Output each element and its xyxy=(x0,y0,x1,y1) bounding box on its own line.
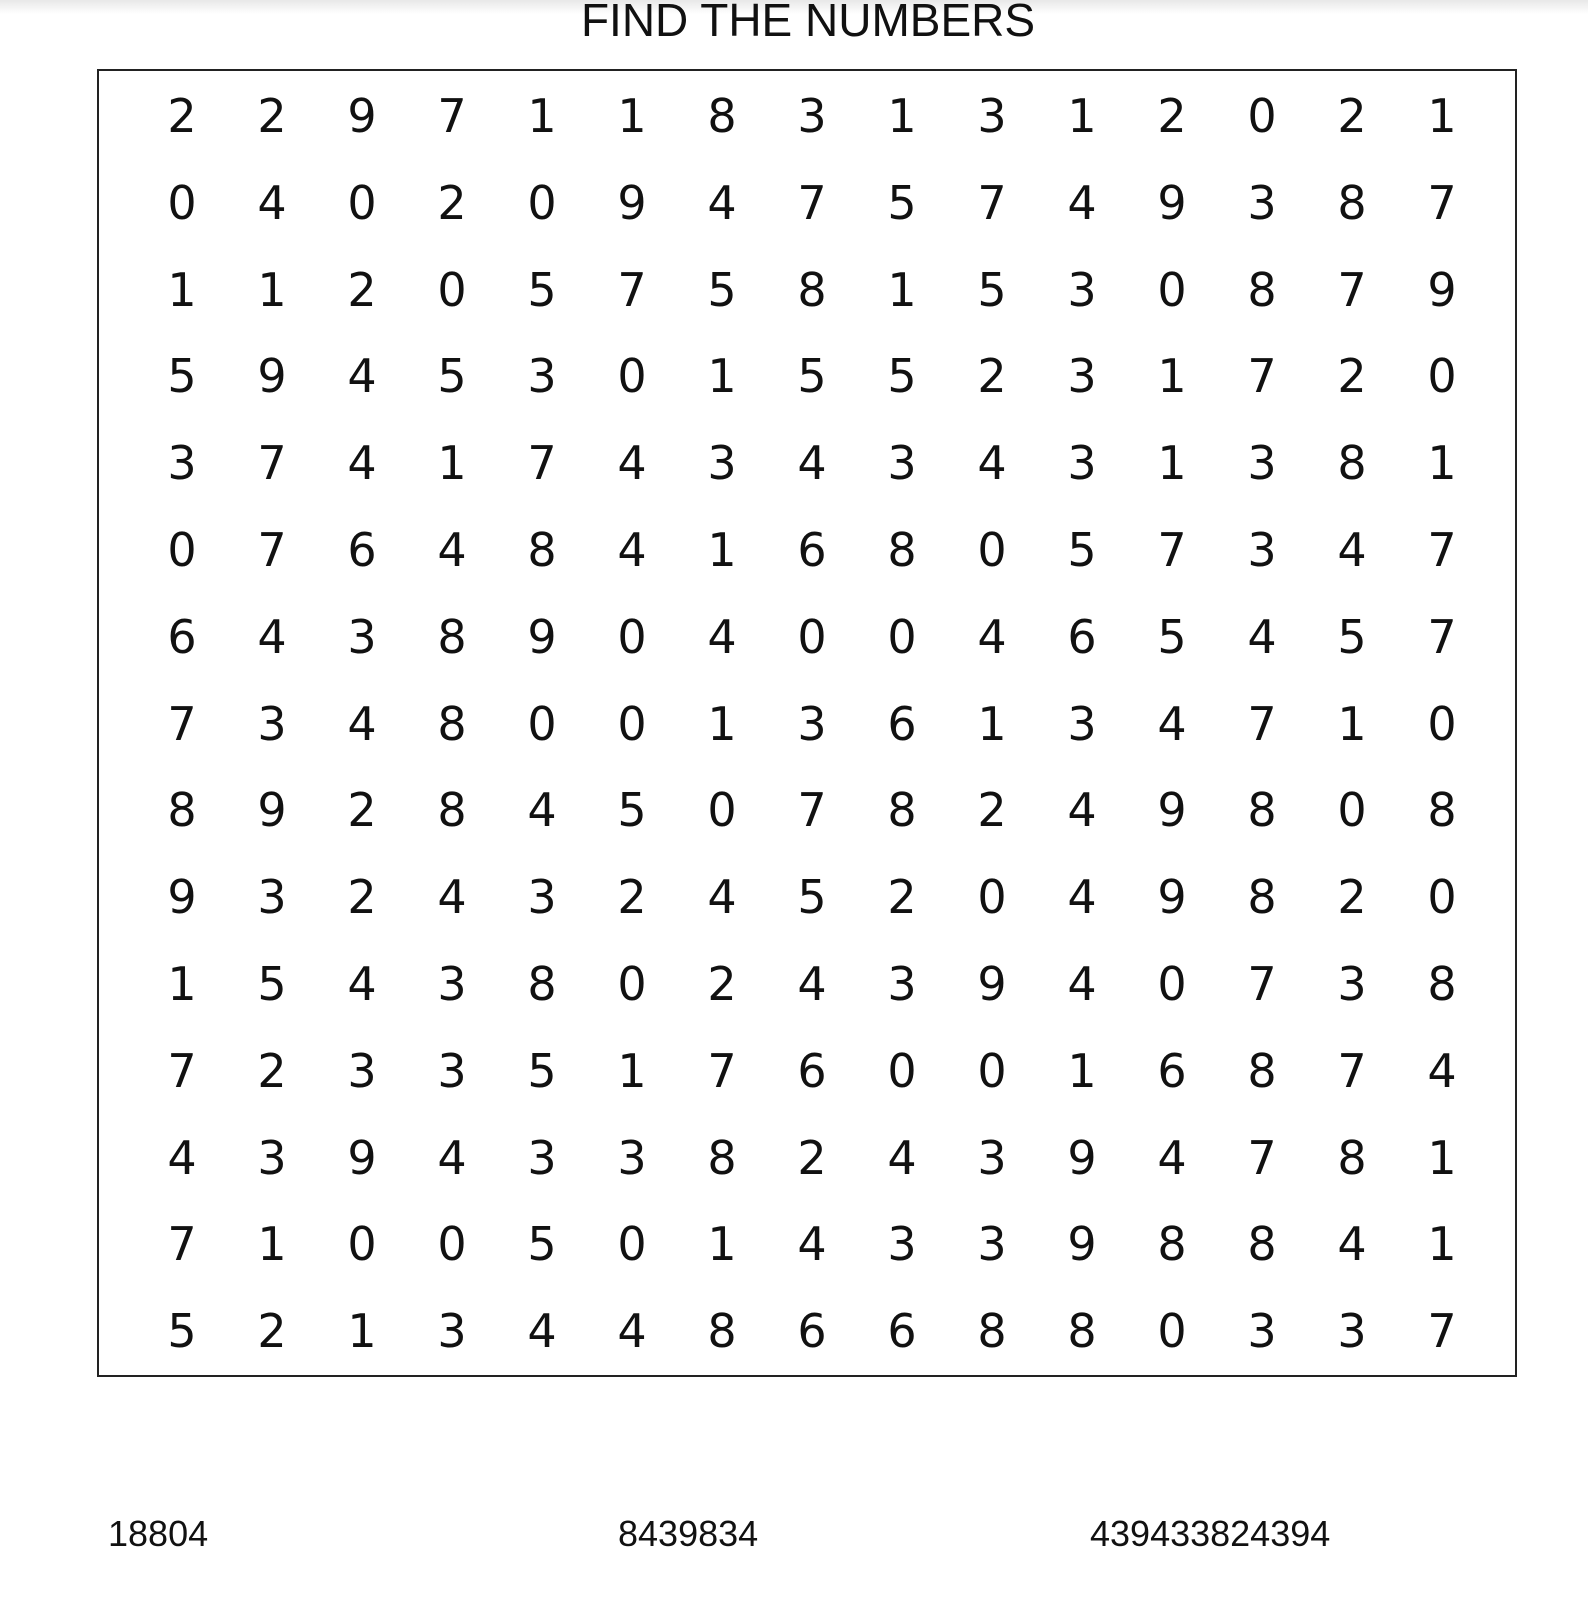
grid-cell: 2 xyxy=(347,870,377,925)
grid-cell: 5 xyxy=(977,262,1007,317)
grid-cell: 0 xyxy=(707,783,737,838)
grid-cell: 0 xyxy=(617,957,647,1011)
grid-cell: 5 xyxy=(617,783,647,838)
grid-cell: 7 xyxy=(1427,1304,1457,1359)
grid-cell: 3 xyxy=(617,1130,647,1185)
grid-cell: 7 xyxy=(797,175,827,230)
grid-cell: 3 xyxy=(347,609,377,664)
grid-cell: 0 xyxy=(1427,349,1457,404)
grid-cell: 7 xyxy=(167,696,197,751)
grid-cell: 3 xyxy=(1067,436,1097,491)
grid-cell: 5 xyxy=(167,1304,197,1359)
grid-cell: 3 xyxy=(887,436,917,491)
grid-cell: 3 xyxy=(257,870,287,925)
grid-cell: 3 xyxy=(977,1217,1007,1272)
grid-cell: 8 xyxy=(1337,1130,1367,1185)
grid-cell: 8 xyxy=(1337,436,1367,491)
grid-cell: 3 xyxy=(1067,349,1097,404)
grid-cell: 3 xyxy=(1247,1304,1277,1359)
grid-cell: 3 xyxy=(707,436,737,491)
grid-cell: 4 xyxy=(707,175,737,230)
grid-cell: 3 xyxy=(1067,696,1097,751)
grid-cell: 3 xyxy=(257,1130,287,1185)
grid-cell: 0 xyxy=(527,696,557,751)
grid-cell: 1 xyxy=(437,436,467,491)
grid-cell: 7 xyxy=(1247,349,1277,404)
grid-cell: 4 xyxy=(617,436,647,491)
page-title: FIND THE NUMBERS xyxy=(580,0,1036,46)
grid-cell: 2 xyxy=(347,783,377,838)
grid-cell: 3 xyxy=(1337,957,1367,1011)
grid-cell: 8 xyxy=(527,957,557,1011)
grid-cell: 4 xyxy=(437,870,467,925)
grid-cell: 0 xyxy=(1157,957,1187,1011)
grid-cell: 5 xyxy=(437,349,467,404)
grid-cell: 3 xyxy=(797,89,827,143)
grid-cell: 2 xyxy=(167,89,197,143)
grid-cell: 9 xyxy=(257,349,287,404)
grid-cell: 8 xyxy=(527,523,557,577)
grid-cell: 2 xyxy=(257,1043,287,1098)
grid-cell: 1 xyxy=(977,696,1007,751)
grid-cell: 0 xyxy=(1427,696,1457,751)
grid-cell: 7 xyxy=(1247,1130,1277,1185)
grid-cell: 4 xyxy=(1337,1217,1367,1272)
grid-cell: 4 xyxy=(347,957,377,1011)
grid-cell: 4 xyxy=(1067,175,1097,230)
grid-cell: 4 xyxy=(347,696,377,751)
grid-cell: 4 xyxy=(887,1130,917,1185)
grid-cell: 4 xyxy=(1337,523,1367,577)
grid-cell: 4 xyxy=(1067,870,1097,925)
grid-cell: 1 xyxy=(707,349,737,404)
number-grid xyxy=(99,71,1515,1375)
grid-cell: 8 xyxy=(887,783,917,838)
grid-cell: 1 xyxy=(617,89,647,143)
grid-cell: 5 xyxy=(527,1217,557,1272)
grid-cell: 6 xyxy=(1067,609,1097,664)
grid-cell: 7 xyxy=(1247,696,1277,751)
grid-cell: 5 xyxy=(1337,609,1367,664)
grid-cell: 3 xyxy=(1337,1304,1367,1359)
grid-cell: 0 xyxy=(1427,870,1457,925)
grid-cell: 1 xyxy=(1157,436,1187,491)
puzzle-grid-box xyxy=(97,69,1517,1377)
grid-cell: 9 xyxy=(1157,175,1187,230)
grid-cell: 0 xyxy=(617,609,647,664)
grid-cell: 8 xyxy=(1247,262,1277,317)
grid-cell: 4 xyxy=(1067,957,1097,1011)
grid-cell: 8 xyxy=(707,1304,737,1359)
grid-cell: 4 xyxy=(1157,696,1187,751)
grid-cell: 7 xyxy=(1427,175,1457,230)
grid-cell: 0 xyxy=(1157,262,1187,317)
grid-cell: 1 xyxy=(617,1043,647,1098)
grid-cell: 4 xyxy=(167,1130,197,1185)
grid-cell: 2 xyxy=(257,89,287,143)
target-number-2: 8439834 xyxy=(618,1513,759,1554)
grid-cell: 4 xyxy=(257,609,287,664)
grid-cell: 5 xyxy=(257,957,287,1011)
grid-cell: 3 xyxy=(527,349,557,404)
target-number-1: 18804 xyxy=(108,1513,209,1554)
grid-cell: 7 xyxy=(617,262,647,317)
grid-cell: 9 xyxy=(1157,870,1187,925)
grid-cell: 4 xyxy=(1067,783,1097,838)
grid-cell: 4 xyxy=(257,175,287,230)
grid-cell: 7 xyxy=(1157,523,1187,577)
grid-cell: 2 xyxy=(797,1130,827,1185)
grid-cell: 2 xyxy=(437,175,467,230)
grid-cell: 8 xyxy=(1247,783,1277,838)
grid-cell: 0 xyxy=(167,523,197,577)
grid-cell: 0 xyxy=(977,523,1007,577)
grid-cell: 7 xyxy=(1337,262,1367,317)
grid-cell: 1 xyxy=(1427,436,1457,491)
grid-cell: 3 xyxy=(527,1130,557,1185)
grid-cell: 3 xyxy=(167,436,197,491)
grid-cell: 6 xyxy=(347,523,377,577)
grid-cell: 6 xyxy=(1157,1043,1187,1098)
grid-cell: 4 xyxy=(527,783,557,838)
grid-cell: 1 xyxy=(347,1304,377,1359)
grid-cell: 2 xyxy=(617,870,647,925)
grid-cell: 8 xyxy=(707,89,737,143)
grid-cell: 9 xyxy=(257,783,287,838)
grid-cell: 0 xyxy=(527,175,557,230)
grid-cell: 8 xyxy=(797,262,827,317)
grid-cell: 1 xyxy=(527,89,557,143)
grid-cell: 5 xyxy=(797,870,827,925)
grid-cell: 2 xyxy=(1337,870,1367,925)
grid-cell: 2 xyxy=(347,262,377,317)
grid-cell: 8 xyxy=(1247,1217,1277,1272)
grid-cell: 9 xyxy=(347,89,377,143)
grid-cell: 0 xyxy=(167,175,197,230)
grid-cell: 6 xyxy=(797,1304,827,1359)
grid-cell: 8 xyxy=(437,783,467,838)
grid-cell: 8 xyxy=(1337,175,1367,230)
grid-cell: 0 xyxy=(1337,783,1367,838)
grid-cell: 6 xyxy=(797,1043,827,1098)
grid-cell: 1 xyxy=(1337,696,1367,751)
grid-cell: 3 xyxy=(437,1043,467,1098)
grid-cell: 0 xyxy=(617,1217,647,1272)
grid-cell: 1 xyxy=(167,957,197,1011)
grid-cell: 0 xyxy=(617,696,647,751)
grid-cell: 0 xyxy=(797,609,827,664)
grid-cell: 7 xyxy=(1427,523,1457,577)
grid-cell: 3 xyxy=(887,1217,917,1272)
grid-cell: 0 xyxy=(1247,89,1277,143)
grid-cell: 7 xyxy=(437,89,467,143)
grid-cell: 4 xyxy=(797,1217,827,1272)
grid-cell: 4 xyxy=(1427,1043,1457,1098)
grid-cell: 0 xyxy=(347,175,377,230)
grid-cell: 5 xyxy=(527,262,557,317)
grid-cell: 0 xyxy=(437,262,467,317)
grid-cell: 8 xyxy=(977,1304,1007,1359)
grid-cell: 8 xyxy=(887,523,917,577)
grid-cell: 1 xyxy=(167,262,197,317)
grid-cell: 4 xyxy=(617,523,647,577)
grid-cell: 7 xyxy=(707,1043,737,1098)
grid-cell: 3 xyxy=(1247,175,1277,230)
grid-cell: 0 xyxy=(1157,1304,1187,1359)
grid-cell: 6 xyxy=(887,696,917,751)
grid-cell: 3 xyxy=(977,1130,1007,1185)
grid-cell: 7 xyxy=(167,1043,197,1098)
grid-cell: 9 xyxy=(977,957,1007,1011)
grid-cell: 4 xyxy=(707,870,737,925)
grid-cell: 7 xyxy=(527,436,557,491)
grid-cell: 1 xyxy=(887,89,917,143)
grid-cell: 3 xyxy=(437,957,467,1011)
grid-cell: 0 xyxy=(437,1217,467,1272)
grid-cell: 0 xyxy=(347,1217,377,1272)
grid-cell: 4 xyxy=(347,349,377,404)
grid-cell: 0 xyxy=(617,349,647,404)
grid-cell: 2 xyxy=(257,1304,287,1359)
grid-cell: 5 xyxy=(1067,523,1097,577)
grid-cell: 6 xyxy=(797,523,827,577)
grid-cell: 0 xyxy=(887,609,917,664)
grid-cell: 0 xyxy=(977,870,1007,925)
grid-cell: 1 xyxy=(1427,1130,1457,1185)
grid-cell: 3 xyxy=(257,696,287,751)
grid-cell: 5 xyxy=(887,349,917,404)
grid-cell: 7 xyxy=(1247,957,1277,1011)
grid-cell: 3 xyxy=(887,957,917,1011)
grid-cell: 4 xyxy=(1157,1130,1187,1185)
grid-cell: 4 xyxy=(797,957,827,1011)
grid-cell: 7 xyxy=(167,1217,197,1272)
grid-cell: 3 xyxy=(437,1304,467,1359)
target-number-3: 439433824394 xyxy=(1090,1513,1331,1554)
grid-cell: 7 xyxy=(257,436,287,491)
grid-cell: 0 xyxy=(977,1043,1007,1098)
grid-cell: 1 xyxy=(257,1217,287,1272)
grid-cell: 3 xyxy=(1067,262,1097,317)
grid-cell: 2 xyxy=(887,870,917,925)
grid-cell: 1 xyxy=(1157,349,1187,404)
grid-cell: 1 xyxy=(707,523,737,577)
grid-cell: 3 xyxy=(977,89,1007,143)
grid-cell: 4 xyxy=(977,436,1007,491)
grid-cell: 9 xyxy=(347,1130,377,1185)
grid-cell: 4 xyxy=(797,436,827,491)
grid-cell: 8 xyxy=(1427,783,1457,838)
grid-cell: 3 xyxy=(1247,523,1277,577)
grid-cell: 1 xyxy=(1427,89,1457,143)
grid-cell: 8 xyxy=(437,696,467,751)
grid-cell: 1 xyxy=(707,1217,737,1272)
grid-cell: 9 xyxy=(617,175,647,230)
grid-cell: 3 xyxy=(347,1043,377,1098)
grid-cell: 4 xyxy=(347,436,377,491)
grid-cell: 9 xyxy=(1427,262,1457,317)
grid-cell: 2 xyxy=(977,349,1007,404)
grid-cell: 8 xyxy=(167,783,197,838)
grid-cell: 4 xyxy=(617,1304,647,1359)
grid-cell: 7 xyxy=(797,783,827,838)
grid-cell: 8 xyxy=(1247,870,1277,925)
grid-cell: 3 xyxy=(797,696,827,751)
grid-cell: 2 xyxy=(1337,89,1367,143)
grid-cell: 4 xyxy=(977,609,1007,664)
grid-cell: 5 xyxy=(527,1043,557,1098)
grid-cell: 8 xyxy=(707,1130,737,1185)
grid-cell: 9 xyxy=(1067,1130,1097,1185)
grid-cell: 1 xyxy=(707,696,737,751)
grid-cell: 5 xyxy=(887,175,917,230)
grid-cell: 4 xyxy=(527,1304,557,1359)
grid-cell: 2 xyxy=(707,957,737,1011)
grid-cell: 2 xyxy=(1157,89,1187,143)
grid-cell: 7 xyxy=(977,175,1007,230)
grid-cell: 5 xyxy=(707,262,737,317)
grid-cell: 9 xyxy=(1157,783,1187,838)
grid-cell: 5 xyxy=(1157,609,1187,664)
grid-cell: 3 xyxy=(527,870,557,925)
grid-cell: 5 xyxy=(797,349,827,404)
grid-cell: 6 xyxy=(887,1304,917,1359)
grid-cell: 2 xyxy=(977,783,1007,838)
grid-cell: 7 xyxy=(257,523,287,577)
grid-cell: 8 xyxy=(437,609,467,664)
grid-cell: 8 xyxy=(1427,957,1457,1011)
grid-cell: 4 xyxy=(707,609,737,664)
grid-cell: 8 xyxy=(1067,1304,1097,1359)
grid-cell: 7 xyxy=(1427,609,1457,664)
grid-cell: 6 xyxy=(167,609,197,664)
grid-cell: 9 xyxy=(527,609,557,664)
grid-cell: 2 xyxy=(1337,349,1367,404)
grid-cell: 4 xyxy=(1247,609,1277,664)
grid-cell: 4 xyxy=(437,1130,467,1185)
grid-cell: 1 xyxy=(257,262,287,317)
grid-cell: 1 xyxy=(1067,1043,1097,1098)
grid-cell: 4 xyxy=(437,523,467,577)
grid-cell: 1 xyxy=(887,262,917,317)
grid-cell: 5 xyxy=(167,349,197,404)
grid-cell: 7 xyxy=(1337,1043,1367,1098)
grid-cell: 9 xyxy=(1067,1217,1097,1272)
grid-cell: 8 xyxy=(1247,1043,1277,1098)
grid-cell: 0 xyxy=(887,1043,917,1098)
grid-cell: 3 xyxy=(1247,436,1277,491)
grid-cell: 1 xyxy=(1067,89,1097,143)
grid-cell: 1 xyxy=(1427,1217,1457,1272)
grid-cell: 9 xyxy=(167,870,197,925)
grid-cell: 8 xyxy=(1157,1217,1187,1272)
